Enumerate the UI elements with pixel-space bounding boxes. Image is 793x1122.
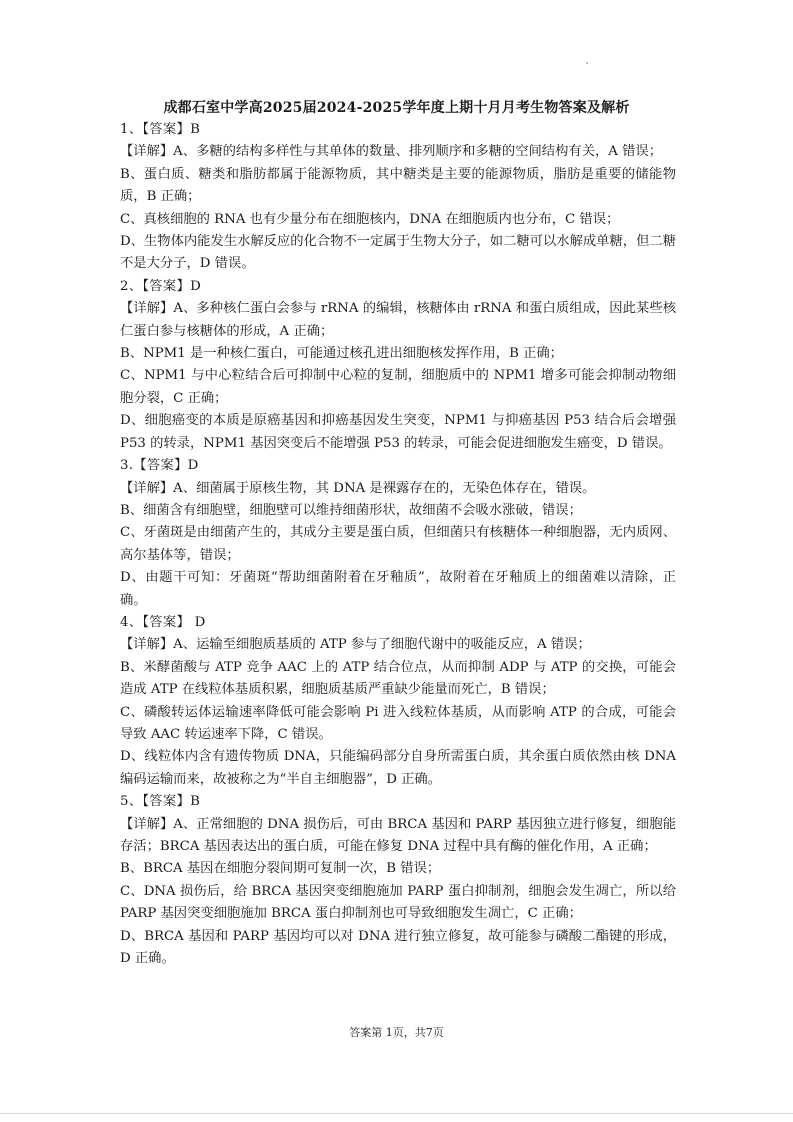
explanation-line: 【详解】A、多种核仁蛋白会参与 rRNA 的编辑，核糖体由 rRNA 和蛋白质组成，因此某些核仁蛋白参与核糖体的形成，A 正确； [120,301,676,339]
question-block-3 [120,455,676,612]
explanation-line: D、BRCA 基因和 PARP 基因均可以对 DNA 进行独立修复，故可能参与磷酸二酯键的形成，D 正确。 [120,928,676,967]
explanation-line: 【详解】A、正常细胞的 DNA 损伤后，可由 BRCA 基因和 PARP 基因独立进行修复，细胞能存活；BRCA 基因表达出的蛋白质，可能在修复 DNA 过程中具有酶的催化作用，A 正确； [120,816,676,854]
scan-speck [586,62,588,64]
explanation-line: C、NPM1 与中心粒结合后可抑制中心粒的复制，细胞质中的 NPM1 增多可能会抑制动物细胞分裂，C 正确； [120,368,676,406]
answer-line: 3.【答案】D [120,458,199,474]
question-block-1 [120,119,676,276]
explanation-line: B、米酵菌酸与 ATP 竞争 AAC 上的 ATP 结合位点，从而抑制 ADP 与 ATP 的交换，可能会造成 ATP 在线粒体基质积累，细胞质基质严重缺少能量而死亡，B 错误； [120,659,676,698]
explanation-line: D、生物体内能发生水解反应的化合物不一定属于生物大分子，如二糖可以水解成单糖，但二糖不是大分子，D 错误。 [120,234,676,272]
explanation-line: D、细胞癌变的本质是原癌基因和抑癌基因发生突变，NPM1 与抑癌基因 P53 结合后会增强 P53 的转录，NPM1 基因突变后不能增强 P53 的转录，可能会促进细胞发生癌变，D 错误。 [120,413,676,451]
answer-line: 5、【答案】B [120,794,201,810]
page-title: 成都石室中学高2025届2024-2025学年度上期十月月考生物答案及解析 [163,100,630,116]
explanation-line: C、牙菌斑是由细菌产生的，其成分主要是蛋白质，但细菌只有核糖体一种细胞器，无内质网、高尔基体等，错误； [120,525,676,563]
explanation-line: D、由题干可知：牙菌斑“帮助细菌附着在牙釉质”，故附着在牙釉质上的细菌难以清除，正确。 [120,570,676,608]
answer-line: 4、【答案】 D [120,614,206,630]
question-block-2 [120,276,676,455]
explanation-line: B、细菌含有细胞壁，细胞壁可以维持细菌形状，故细菌不会吸水涨破，错误； [120,502,582,518]
explanation-line: C、磷酸转运体运输速率降低可能会影响 Pi 进入线粒体基质，从而影响 ATP 的合成，可能会导致 AAC 转运速率下降，C 错误。 [120,704,676,742]
explanation-line: 【详解】A、多糖的结构多样性与其单体的数量、排列顺序和多糖的空间结构有关，A 错误； [120,144,663,160]
explanation-line: C、真核细胞的 RNA 也有少量分布在细胞核内，DNA 在细胞质内也分布，C 错误； [120,211,620,227]
question-block-4 [120,612,676,791]
question-block-5 [120,791,676,970]
answer-line: 2、【答案】D [120,278,202,294]
explanation-line: B、BRCA 基因在细胞分裂间期可复制一次，B 错误； [120,861,441,877]
bottom-divider [0,1113,793,1114]
explanation-line: B、蛋白质、糖类和脂肪都属于能源物质，其中糖类是主要的能源物质，脂肪是重要的储能物质，B 正确； [120,166,676,205]
explanation-line: C、DNA 损伤后，给 BRCA 基因突变细胞施加 PARP 蛋白抑制剂，细胞会发生凋亡，所以给 PARP 基因突变细胞施加 BRCA 蛋白抑制剂也可导致细胞发生凋亡，C 正确； [120,883,676,922]
explanation-line: 【详解】A、细菌属于原核生物，其 DNA 是裸露存在的，无染色体存在，错误。 [120,480,596,496]
explanation-line: D、线粒体内含有遗传物质 DNA，只能编码部分自身所需蛋白质，其余蛋白质依然由核 DNA 编码运输而来，故被称之为“半自主细胞器”，D 正确。 [120,749,676,787]
explanation-line: 【详解】A、运输至细胞质基质的 ATP 参与了细胞代谢中的吸能反应，A 错误； [120,637,591,653]
page-footer: 答案第 1页，共7页 [349,1026,444,1039]
answer-line: 1、【答案】B [120,122,201,137]
answer-content [120,119,676,970]
explanation-line: B、NPM1 是一种核仁蛋白，可能通过核孔进出细胞核发挥作用，B 正确； [120,346,563,362]
